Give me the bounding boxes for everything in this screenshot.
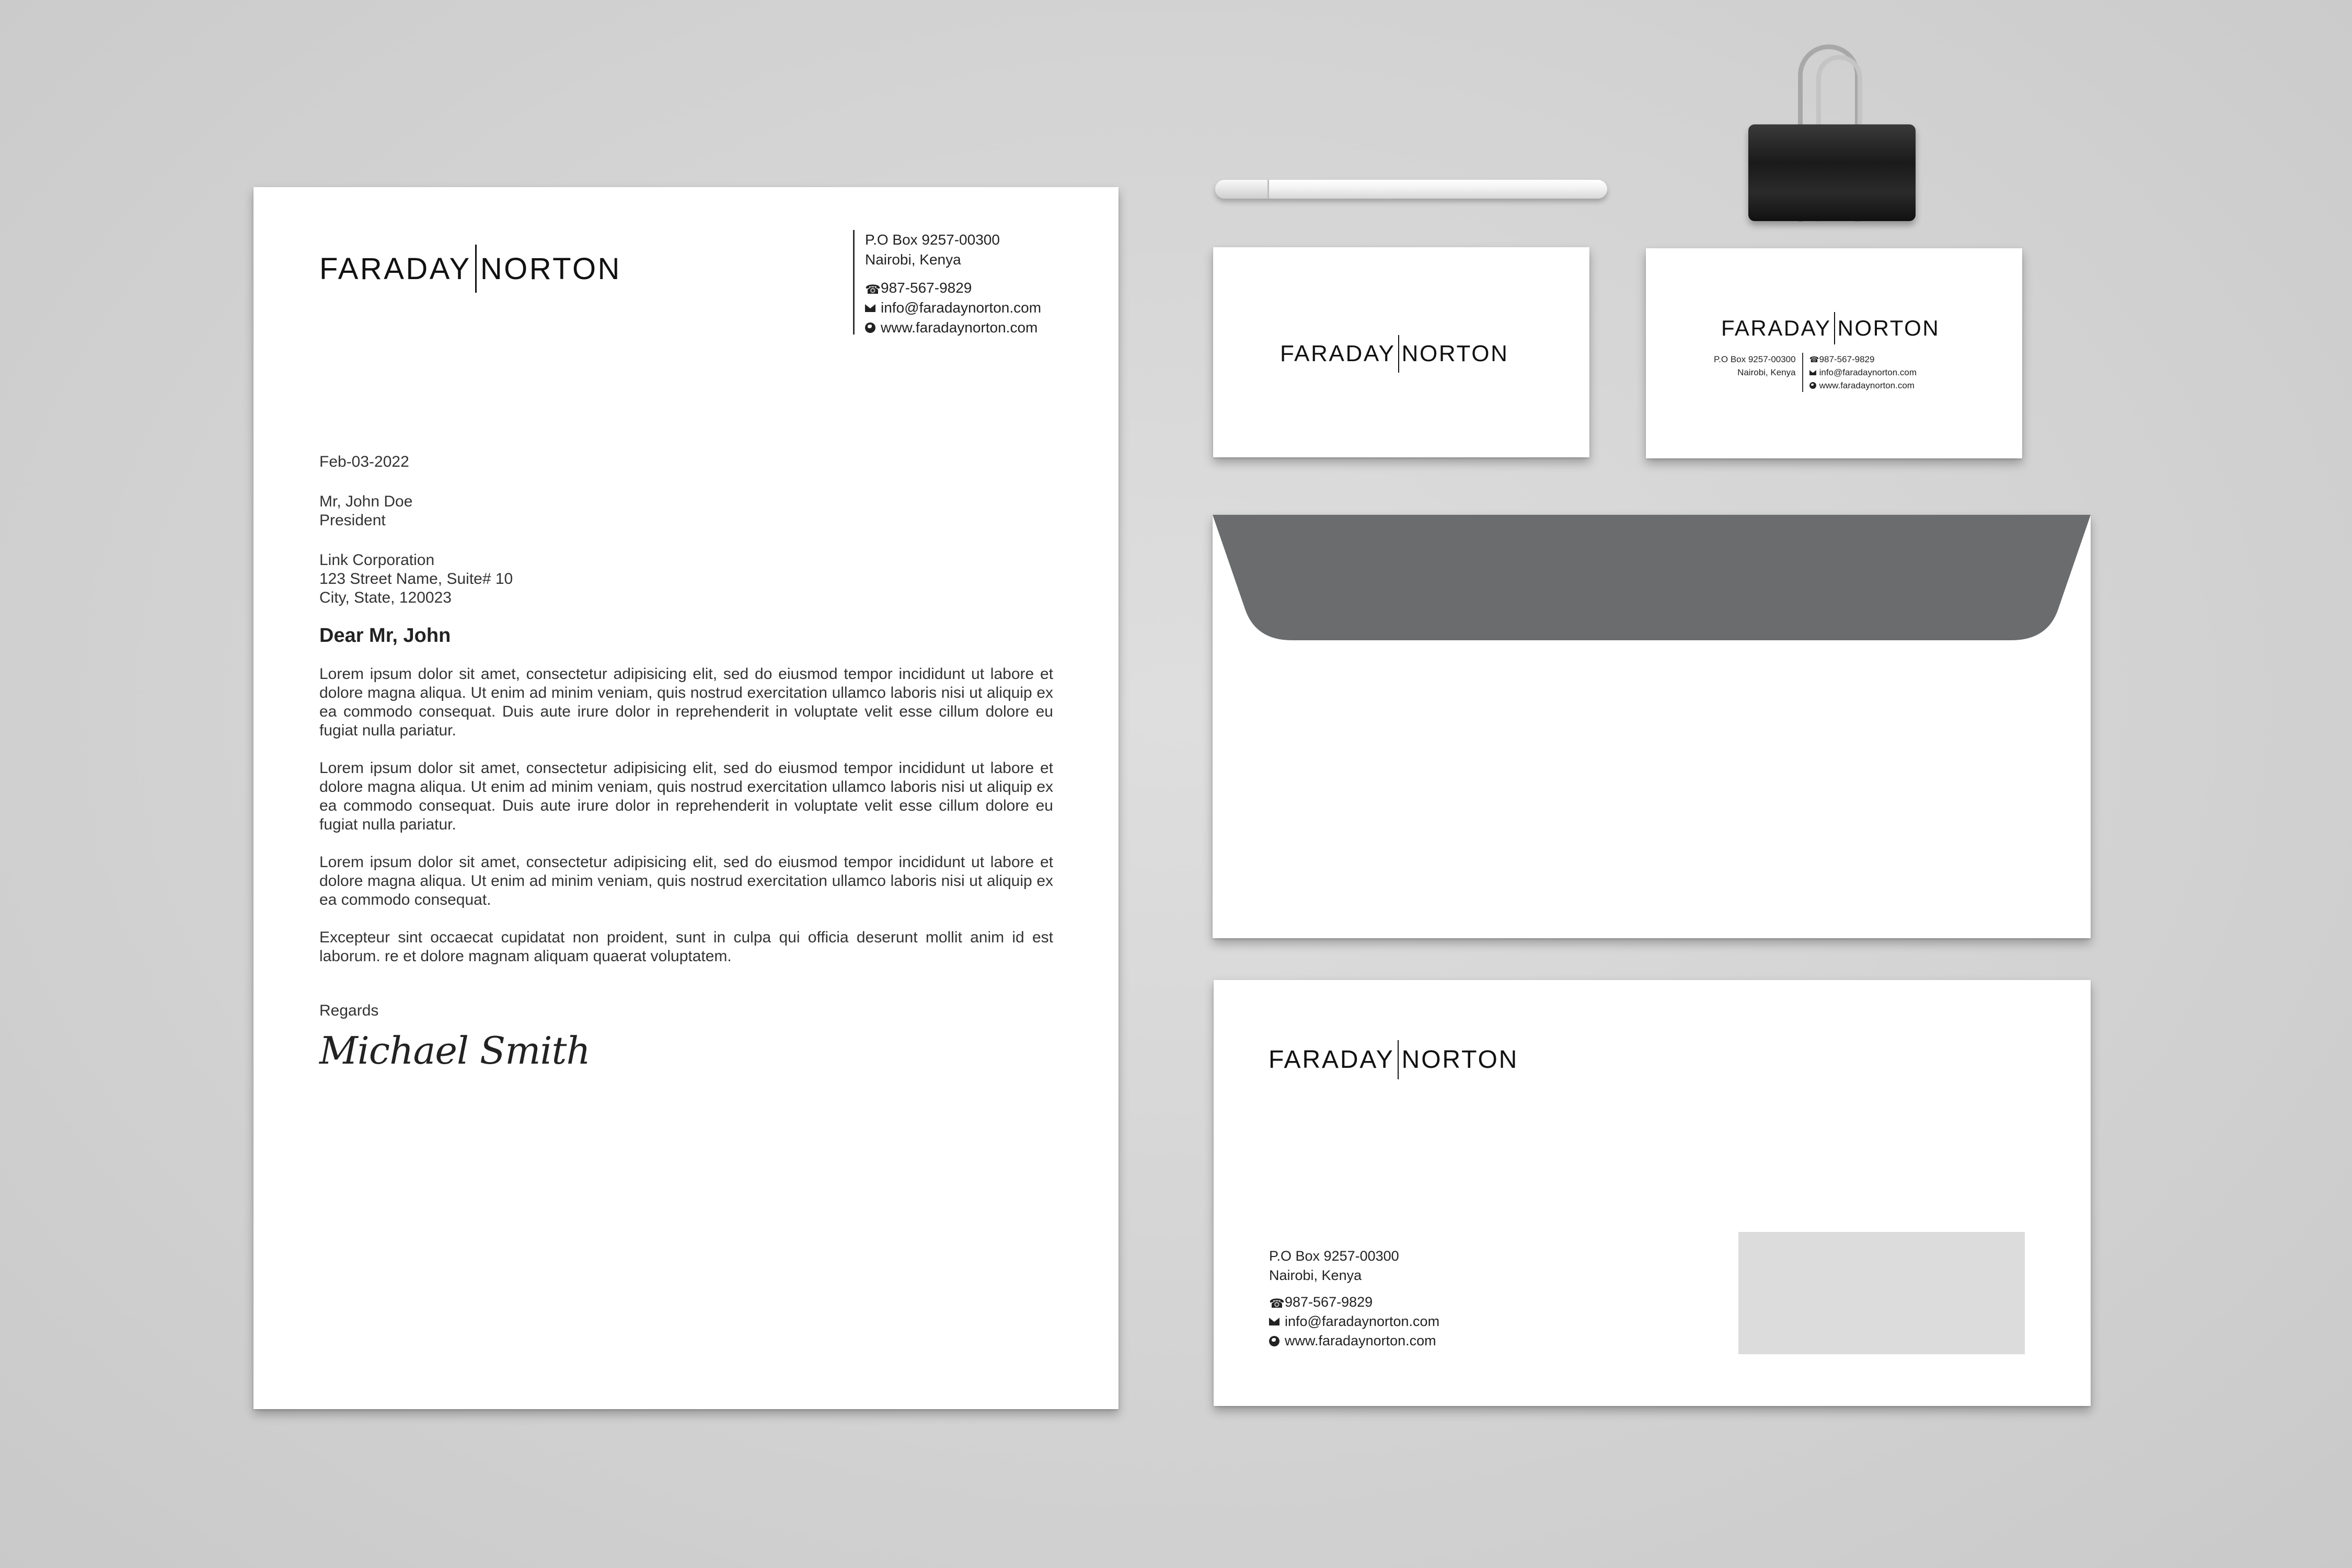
brand-name-right: NORTON [1837,316,1940,340]
stamp-placeholder [1738,1232,2025,1354]
business-card-front [1213,247,1589,457]
email: info@faradaynorton.com [1285,1313,1440,1329]
brand-name-left: FARADAY [319,251,471,286]
letterhead-contact [853,230,1041,335]
company-name: Link Corporation [319,551,435,569]
paragraph: Lorem ipsum dolor sit amet, consectetur adipisicing elit, sed do eiusmod tempor incididunt ut labore et dolore magna aliqua. Ut enim ad minim veniam, quis nostrud exercitation ullamco laboris nisi ut aliquip ex ea commodo consequat. Duis aute irure dolor in reprehenderit in voluptate velit esse cillum dolore eu fugiat nulla pariatur. [319,665,1053,739]
phone-icon [865,283,875,293]
business-card-back [1646,248,2022,458]
signature: Michael Smith [319,1029,590,1073]
paragraph: Lorem ipsum dolor sit amet, consectetur adipisicing elit, sed do eiusmod tempor incididunt ut labore et dolore magna aliqua. Ut enim ad minim veniam, quis nostrud exercitation ullamco laboris nisi ut aliquip ex ea commodo consequat. [319,854,1053,908]
city: Nairobi, Kenya [1269,1267,1362,1283]
envelope-back [1213,515,2091,938]
mail-icon [1809,370,1816,375]
globe-icon [865,322,875,333]
website: www.faradaynorton.com [1819,381,1915,390]
city: Nairobi, Kenya [1737,367,1796,377]
clip-body [1748,124,1916,221]
paragraph: Excepteur sint occaecat cupidatat non proident, sunt in culpa qui officia deserunt mollit anim id est laborum. re et dolore magnam aliquam quaerat voluptatem. [319,929,1053,965]
logo-divider [1834,312,1835,344]
paragraph: Lorem ipsum dolor sit amet, consectetur adipisicing elit, sed do eiusmod tempor incididunt ut labore et dolore magna aliqua. Ut enim ad minim veniam, quis nostrud exercitation ullamco laboris nisi ut aliquip ex ea commodo consequat. Duis aute irure dolor in reprehenderit in voluptate velit esse cillum dolore eu fugiat nulla pariatur. [319,759,1053,833]
greeting: Dear Mr, John [319,625,451,647]
email: info@faradaynorton.com [1819,367,1917,377]
mail-icon [865,304,875,312]
envelope-contact [1269,1247,1439,1351]
recipient-name: Mr, John Doe [319,493,413,510]
website: www.faradaynorton.com [1285,1333,1436,1348]
card-contact [1714,353,1917,392]
website: www.faradaynorton.com [881,319,1038,336]
phone: 987-567-9829 [881,280,972,296]
brand-logo [1269,1040,1518,1079]
brand-name-left: FARADAY [1721,316,1831,340]
city: Nairobi, Kenya [865,251,961,268]
phone-icon [1269,1297,1279,1308]
address-line-1: 123 Street Name, Suite# 10 [319,570,513,587]
envelope-flap [1213,515,2091,640]
globe-icon [1269,1336,1279,1346]
letterhead [253,187,1119,1409]
po-box: P.O Box 9257-00300 [865,232,1000,248]
address-line-2: City, State, 120023 [319,589,452,606]
closing: Regards [319,1002,379,1019]
brand-name-right: NORTON [1401,1046,1519,1074]
globe-icon [1809,382,1816,389]
brand-name-left: FARADAY [1280,341,1396,366]
logo-divider [1398,335,1399,373]
recipient [319,492,1053,530]
pen-cap [1215,180,1269,199]
binder-clip [1748,44,1916,222]
phone: 987-567-9829 [1819,354,1875,364]
brand-logo [1721,312,1940,344]
po-box: P.O Box 9257-00300 [1269,1248,1399,1264]
phone: 987-567-9829 [1285,1294,1373,1310]
brand-name-left: FARADAY [1269,1046,1394,1074]
brand-name-right: NORTON [1401,341,1509,366]
logo-divider [1398,1040,1399,1079]
brand-logo [319,245,621,293]
pen [1215,180,1607,199]
logo-divider [475,245,477,293]
brand-logo [1280,335,1509,373]
po-box: P.O Box 9257-00300 [1714,354,1796,364]
email: info@faradaynorton.com [881,299,1042,316]
letter-date: Feb-03-2022 [319,453,409,470]
letter-body [319,453,1053,1073]
recipient-address [319,551,1053,607]
recipient-title: President [319,512,386,529]
mail-icon [1269,1318,1279,1325]
brand-name-right: NORTON [480,251,621,286]
envelope-front [1214,980,2091,1406]
phone-icon [1809,356,1816,363]
